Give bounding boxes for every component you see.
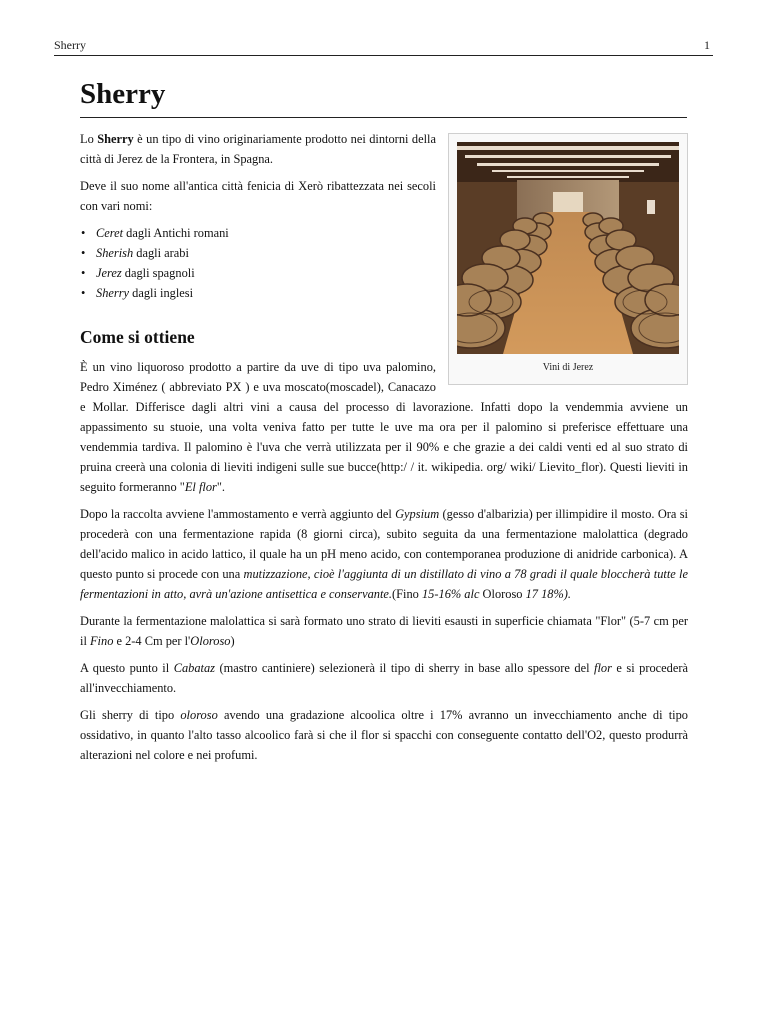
section-paragraph-3: Durante la fermentazione malolattica si sarà formato uno strato di lieviti esausti in superficie chiamata "Flor" (5-7 cm per il Fino e 2-4 Cm per l'Oloroso) (80, 614, 688, 648)
title-divider (80, 117, 687, 118)
list-item: • Jerez dagli spagnoli (96, 263, 688, 283)
list-item: • Ceret dagli Antichi romani (96, 223, 688, 243)
section-paragraph-2: Dopo la raccolta avviene l'ammostamento e verrà aggiunto del Gypsium (gesso d'albarizia) per illimpidire il mosto. Ora si procederà con una fermentazione rapida (8 giorni circa), subito seguita da una fermentazione malolattica (degrado dell'acido malico in acido lattico, il quale ha un pH meno acido, con contemporanea produzione di anidride carbonica). A questo punto si procede con una mutizzazione, cioè l'aggiunta di un distillato di vino a 78 gradi il quale bloccherà tutte le fermentazioni in atto, avrà un'azione antisettica e conservante.(Fino 15-16% alc Oloroso 17 18%). (80, 507, 689, 601)
bold-term: Sherry (97, 132, 134, 146)
section-paragraph-1: È un vino liquoroso prodotto a partire da uve di tipo uva palomino, Pedro Ximénez ( abbreviato PX ) e uva moscato(moscadel), Canacazo e Mollar. Differisce dagli altri vini a causa del processo di lavorazione. Infatti dopo la vendemmia avviene un appassimento su stuoie, una volta veniva fatto per tutte le uve ma ora per il palomino si preferisce effettuare una vendemmia tardiva. Il palomino è l'uva che verrà utilizzata per il 90% e che grazie a dei caldi venti ed al suo strato di pruina creerà una colonia di lieviti indigeni sulle sue bucce(http:/ / it. wikipedia. org/ wiki/ Lievito_flor). Questi lieviti in seguito formeranno "El flor". (80, 360, 688, 494)
intro-paragraph-2: Deve il suo nome all'antica città fenicia di Xerò ribattezzata nei secoli con vari nomi: (80, 179, 436, 213)
section-heading: Come si ottiene (80, 327, 195, 347)
page-number: 1 (704, 38, 710, 52)
header-divider (54, 55, 713, 56)
article-title: Sherry (80, 78, 166, 110)
article-body (80, 129, 688, 772)
names-list (80, 223, 688, 303)
infobox-caption: Vini di Jerez (542, 362, 594, 373)
list-item: • Sherry dagli inglesi (96, 283, 688, 303)
section-paragraph-4: A questo punto il Cabataz (mastro cantiniere) selezionerà il tipo di sherry in base allo spessore del flor e si procederà all'invecchiamento. (80, 661, 688, 695)
list-item: • Sherish dagli arabi (96, 243, 688, 263)
section-paragraph-5: Gli sherry di tipo oloroso avendo una gradazione alcoolica oltre i 17% avranno un invecchiamento anche di tipo ossidativo, in quanto l'alto tasso alcoolico farà si che il flor si spacchi con conseguente contatto dell'O2, questo produrrà alterazioni nel colore e nei profumi. (80, 708, 688, 762)
running-header-title: Sherry (54, 38, 86, 52)
intro-paragraph-1: Lo Sherry è un tipo di vino originariamente prodotto nei dintorni della città di Jerez de la Frontera, in Spagna. (80, 132, 436, 166)
